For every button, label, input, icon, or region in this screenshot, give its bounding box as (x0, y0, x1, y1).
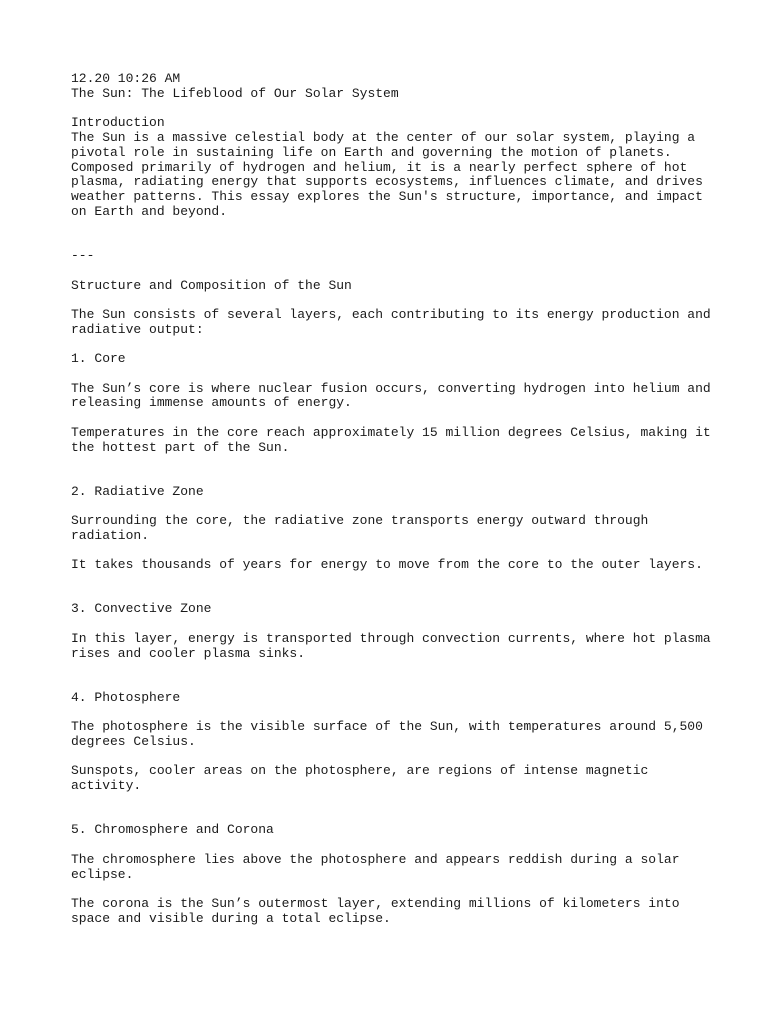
layer-heading-radiative-zone: 2. Radiative Zone (71, 483, 204, 499)
spacer (71, 367, 711, 382)
layer-paragraph: Temperatures in the core reach approximately 15 million degrees Celsius, making it the hottest part of the Sun. (71, 424, 711, 455)
layer-paragraph: The photosphere is the visible surface of the Sun, with temperatures around 5,500 degrees Celsius. (71, 719, 703, 750)
layer-paragraph: It takes thousands of years for energy to move from the core to the outer layers. (71, 557, 703, 573)
layer-paragraph: Surrounding the core, the radiative zone transports energy outward through radiation. (71, 513, 649, 543)
spacer (71, 220, 711, 249)
layer-paragraph: Sunspots, cooler areas on the photosphere, are regions of intense magnetic activity. (71, 763, 649, 794)
spacer (71, 750, 711, 765)
spacer (71, 499, 711, 514)
spacer (71, 573, 711, 602)
spacer (71, 293, 711, 308)
spacer (71, 338, 711, 353)
spacer (71, 264, 711, 279)
spacer (71, 661, 711, 690)
spacer (71, 544, 711, 559)
section-separator: --- (71, 248, 95, 264)
spacer (71, 455, 711, 484)
layer-paragraph: In this layer, energy is transported through convection currents, where hot plasma rises and cooler plasma sinks. (71, 630, 711, 661)
section-lead-paragraph: The Sun consists of several layers, each contributing to its energy production and radiative output: (71, 306, 711, 337)
timestamp: 12.20 10:26 AM (71, 71, 181, 86)
section-heading: Structure and Composition of the Sun (71, 277, 352, 293)
layer-paragraph: The corona is the Sun’s outermost layer, extending millions of kilometers into space and visible during a total eclipse. (71, 895, 680, 926)
spacer (71, 882, 711, 897)
intro-heading: Introduction (71, 115, 165, 131)
layer-heading-chromosphere-corona: 5. Chromosphere and Corona (71, 822, 274, 838)
spacer (71, 794, 711, 823)
layer-heading-convective-zone: 3. Convective Zone (71, 601, 212, 617)
intro-paragraph: The Sun is a massive celestial body at the center of our solar system, playing a pivotal role in sustaining life on Earth and governing the motion of planets. Composed primarily of hydrogen and helium, it is a nearly perfect sphere of hot plasma, radiating energy that supports ecosystems, influences climate, and drives weather patterns. This essay explores the Sun's structure, importance, and impact on Earth and beyond. (71, 129, 703, 219)
spacer (71, 838, 711, 853)
layer-heading-core: 1. Core (71, 351, 126, 367)
spacer (71, 706, 711, 721)
layer-paragraph: The Sun’s core is where nuclear fusion occurs, converting hydrogen into helium and releasing immense amounts of energy. (71, 380, 711, 411)
layer-paragraph: The chromosphere lies above the photosphere and appears reddish during a solar eclipse. (71, 851, 680, 882)
document-title: The Sun: The Lifeblood of Our Solar System (71, 85, 399, 101)
spacer (71, 102, 711, 117)
layer-heading-photosphere: 4. Photosphere (71, 689, 181, 705)
spacer (71, 617, 711, 632)
document-page (71, 72, 711, 927)
spacer (71, 411, 711, 426)
